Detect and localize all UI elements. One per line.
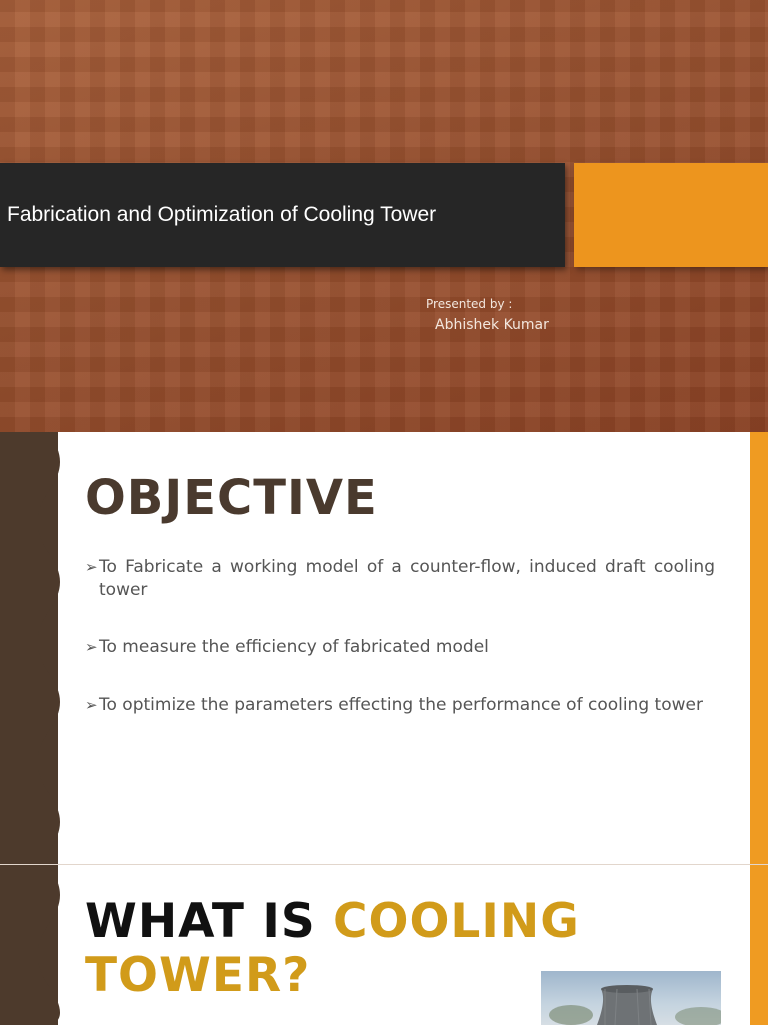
presented-by-label: Presented by : — [426, 297, 513, 311]
bullet-text: To optimize the parameters effecting the performance of cooling tower — [99, 695, 703, 715]
what-is-slide — [0, 864, 768, 1025]
objective-heading: OBJECTIVE — [85, 470, 378, 526]
right-accent-strip — [750, 432, 768, 864]
wavy-edge — [38, 865, 68, 1025]
accent-block — [574, 163, 768, 267]
wavy-edge — [38, 432, 68, 864]
arrow-bullet-icon: ➢ — [85, 638, 98, 656]
cooling-tower-photo — [541, 971, 721, 1025]
bullet-text: To measure the efficiency of fabricated model — [99, 637, 489, 657]
arrow-bullet-icon: ➢ — [85, 696, 98, 714]
title-band — [0, 163, 565, 267]
cooling-tower-image — [541, 971, 721, 1025]
objective-slide — [0, 432, 768, 864]
title-slide — [0, 0, 768, 432]
heading-part-gold: COOLING TOWER? — [85, 894, 580, 1003]
heading-part-black: WHAT IS — [85, 894, 334, 949]
list-item — [85, 694, 715, 717]
objective-list — [85, 556, 715, 717]
list-item — [85, 556, 715, 602]
list-item — [85, 636, 715, 659]
slide-title: Fabrication and Optimization of Cooling Tower — [7, 203, 437, 226]
presenter-name: Abhishek Kumar — [435, 317, 549, 333]
arrow-bullet-icon: ➢ — [85, 558, 98, 576]
bullet-text: To Fabricate a working model of a counter-flow, induced draft cooling tower — [99, 557, 715, 600]
